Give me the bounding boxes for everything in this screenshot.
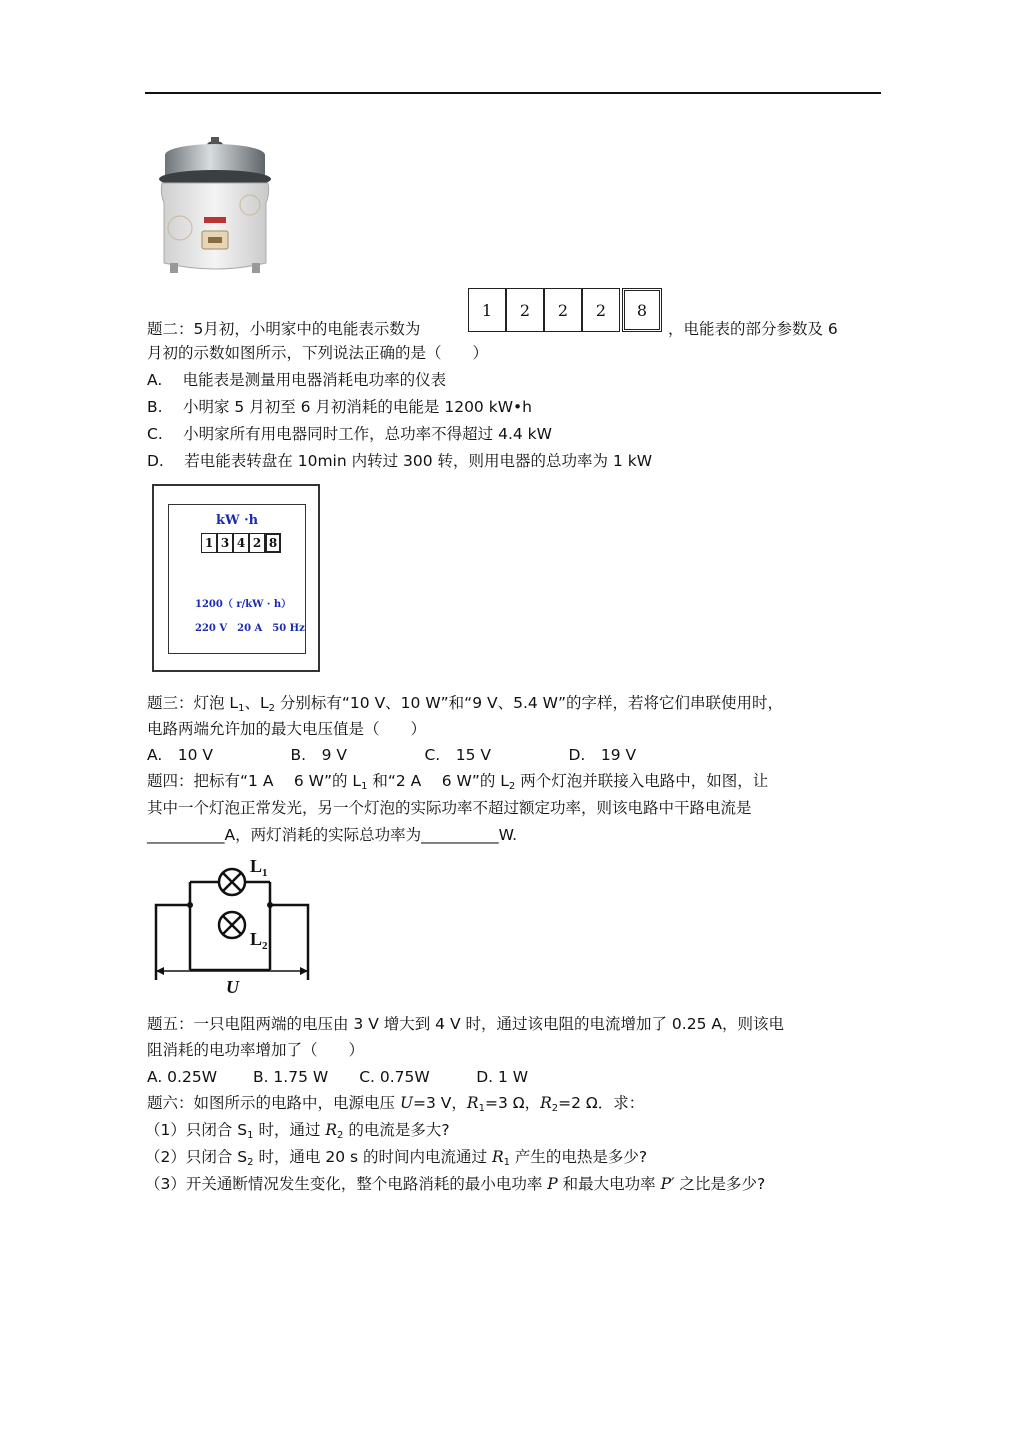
meter-unit: kW ·h <box>215 513 259 528</box>
q5-line1: 题五：一只电阻两端的电压由 3 V 增大到 4 V 时，通过该电阻的电流增加了 0.25 A，则该电 <box>147 1015 784 1033</box>
label-u: U <box>226 977 239 997</box>
q6-text: 之比是多少? <box>674 1175 766 1193</box>
q6-text: （2）只闭合 S <box>145 1148 248 1166</box>
label-l1: L <box>250 856 263 876</box>
digit-box: 2 <box>544 288 582 332</box>
meter-digit: 1 <box>201 533 217 553</box>
meter-digit: 2 <box>249 533 265 553</box>
meter-digit: 3 <box>217 533 233 553</box>
meter-param-rev: 1200（ r/kW · h） <box>195 599 292 610</box>
var-r: R <box>491 1148 504 1166</box>
subscript: 1 <box>361 781 368 792</box>
digit-box-last: 8 <box>622 288 662 332</box>
subscript: 2 <box>337 1130 344 1141</box>
var-p-prime: P′ <box>660 1175 675 1193</box>
rice-cooker-image <box>150 133 280 279</box>
q2-option-a: A. 电能表是测量用电器消耗电功率的仪表 <box>147 371 447 389</box>
q6-text: 时，通电 20 s 的时间内电流通过 <box>253 1148 492 1166</box>
var-p: P <box>547 1175 558 1193</box>
subscript: 2 <box>508 781 516 792</box>
q6-text: =3 V， <box>413 1094 467 1112</box>
q3-line1 <box>147 692 783 720</box>
q6-text: 题六：如图所示的电路中，电源电压 <box>147 1094 400 1112</box>
subscript: 1 <box>238 703 245 714</box>
q2-option-c: C. 小明家所有用电器同时工作，总功率不得超过 4.4 kW <box>147 425 552 443</box>
q6-text: =3 Ω， <box>484 1094 541 1112</box>
q3-options: A. 10 V B. 9 V C. 15 V D. 19 V <box>147 746 637 764</box>
q4-line3: __________A，两灯消耗的实际总功率为__________W. <box>147 826 518 844</box>
lamp-l1-icon <box>219 869 245 895</box>
q4-text: 和“2 A 6 W”的 L <box>367 772 509 790</box>
var-r1: R <box>466 1094 479 1112</box>
meter-digit-last: 8 <box>265 533 281 553</box>
meter-panel <box>168 504 306 654</box>
svg-text:L1 <box>250 856 268 879</box>
q5-options: A. 0.25W B. 1.75 W C. 0.75W D. 1 W <box>147 1068 529 1086</box>
label-l1-sub: 1 <box>262 867 268 879</box>
subscript: 1 <box>503 1157 510 1168</box>
subscript: 1 <box>247 1130 254 1141</box>
q4-text: 两个灯泡并联接入电路中，如图，让 <box>515 772 769 790</box>
q3-text: 、L <box>244 694 269 712</box>
q6-sub3 <box>145 1173 765 1195</box>
svg-text:L2 <box>250 929 268 952</box>
lamp-l2-icon <box>219 912 245 938</box>
q6-line1 <box>147 1092 644 1120</box>
subscript: 2 <box>268 703 275 714</box>
digit-box: 1 <box>468 288 506 332</box>
q2-option-d: D. 若电能表转盘在 10min 内转过 300 转，则用电器的总功率为 1 kW <box>147 452 653 470</box>
subscript: 2 <box>551 1103 559 1114</box>
digit-box: 2 <box>582 288 620 332</box>
var-r: R <box>325 1121 338 1139</box>
meter-param-rating: 220 V 20 A 50 Hz <box>195 623 305 634</box>
q2-line1 <box>147 318 420 340</box>
q3-text: 分别标有“10 V、10 W”和“9 V、5.4 W”的字样，若将它们串联使用时， <box>274 694 784 712</box>
q6-sub1 <box>145 1119 450 1147</box>
q4-text: 题四：把标有“1 A 6 W”的 L <box>147 772 362 790</box>
q2-meter-digits <box>468 288 662 332</box>
q6-text: 产生的电热是多少? <box>510 1148 648 1166</box>
q6-text: =2 Ω．求： <box>558 1094 645 1112</box>
label-l2-sub: 2 <box>262 940 268 952</box>
q5-line2: 阻消耗的电功率增加了（ ） <box>147 1041 365 1059</box>
q4-line1 <box>147 770 768 798</box>
q4-line2: 其中一个灯泡正常发光，另一个灯泡的实际功率不超过额定功率，则该电路中干路电流是 <box>147 799 752 817</box>
q6-text: 的电流是多大? <box>343 1121 450 1139</box>
header-rule <box>145 92 881 94</box>
q2-text-a: 题二：5月初，小明家中的电能表示数为 <box>147 320 421 338</box>
parallel-circuit-diagram <box>150 855 320 1000</box>
var-u: U <box>399 1094 414 1112</box>
q6-text: 时，通过 <box>253 1121 326 1139</box>
q6-text: 和最大电功率 <box>557 1175 661 1193</box>
subscript: 1 <box>478 1103 485 1114</box>
electric-meter-figure <box>152 484 320 672</box>
q3-text: 题三：灯泡 L <box>147 694 239 712</box>
q2-line2: 月初的示数如图所示，下列说法正确的是（ ） <box>147 344 489 362</box>
q2-line1-end: ，电能表的部分参数及 6 <box>668 320 838 338</box>
subscript: 2 <box>247 1157 254 1168</box>
var-r2: R <box>540 1094 552 1112</box>
meter-digits <box>201 533 281 553</box>
q2-option-b: B. 小明家 5 月初至 6 月初消耗的电能是 1200 kW•h <box>147 398 532 416</box>
q6-text: （3）开关通断情况发生变化，整个电路消耗的最小电功率 <box>145 1175 548 1193</box>
q6-text: （1）只闭合 S <box>145 1121 248 1139</box>
label-l2: L <box>250 929 263 949</box>
q3-line2: 电路两端允许加的最大电压值是（ ） <box>147 720 427 738</box>
q6-sub2 <box>145 1146 647 1174</box>
meter-digit: 4 <box>233 533 249 553</box>
digit-box: 2 <box>506 288 544 332</box>
